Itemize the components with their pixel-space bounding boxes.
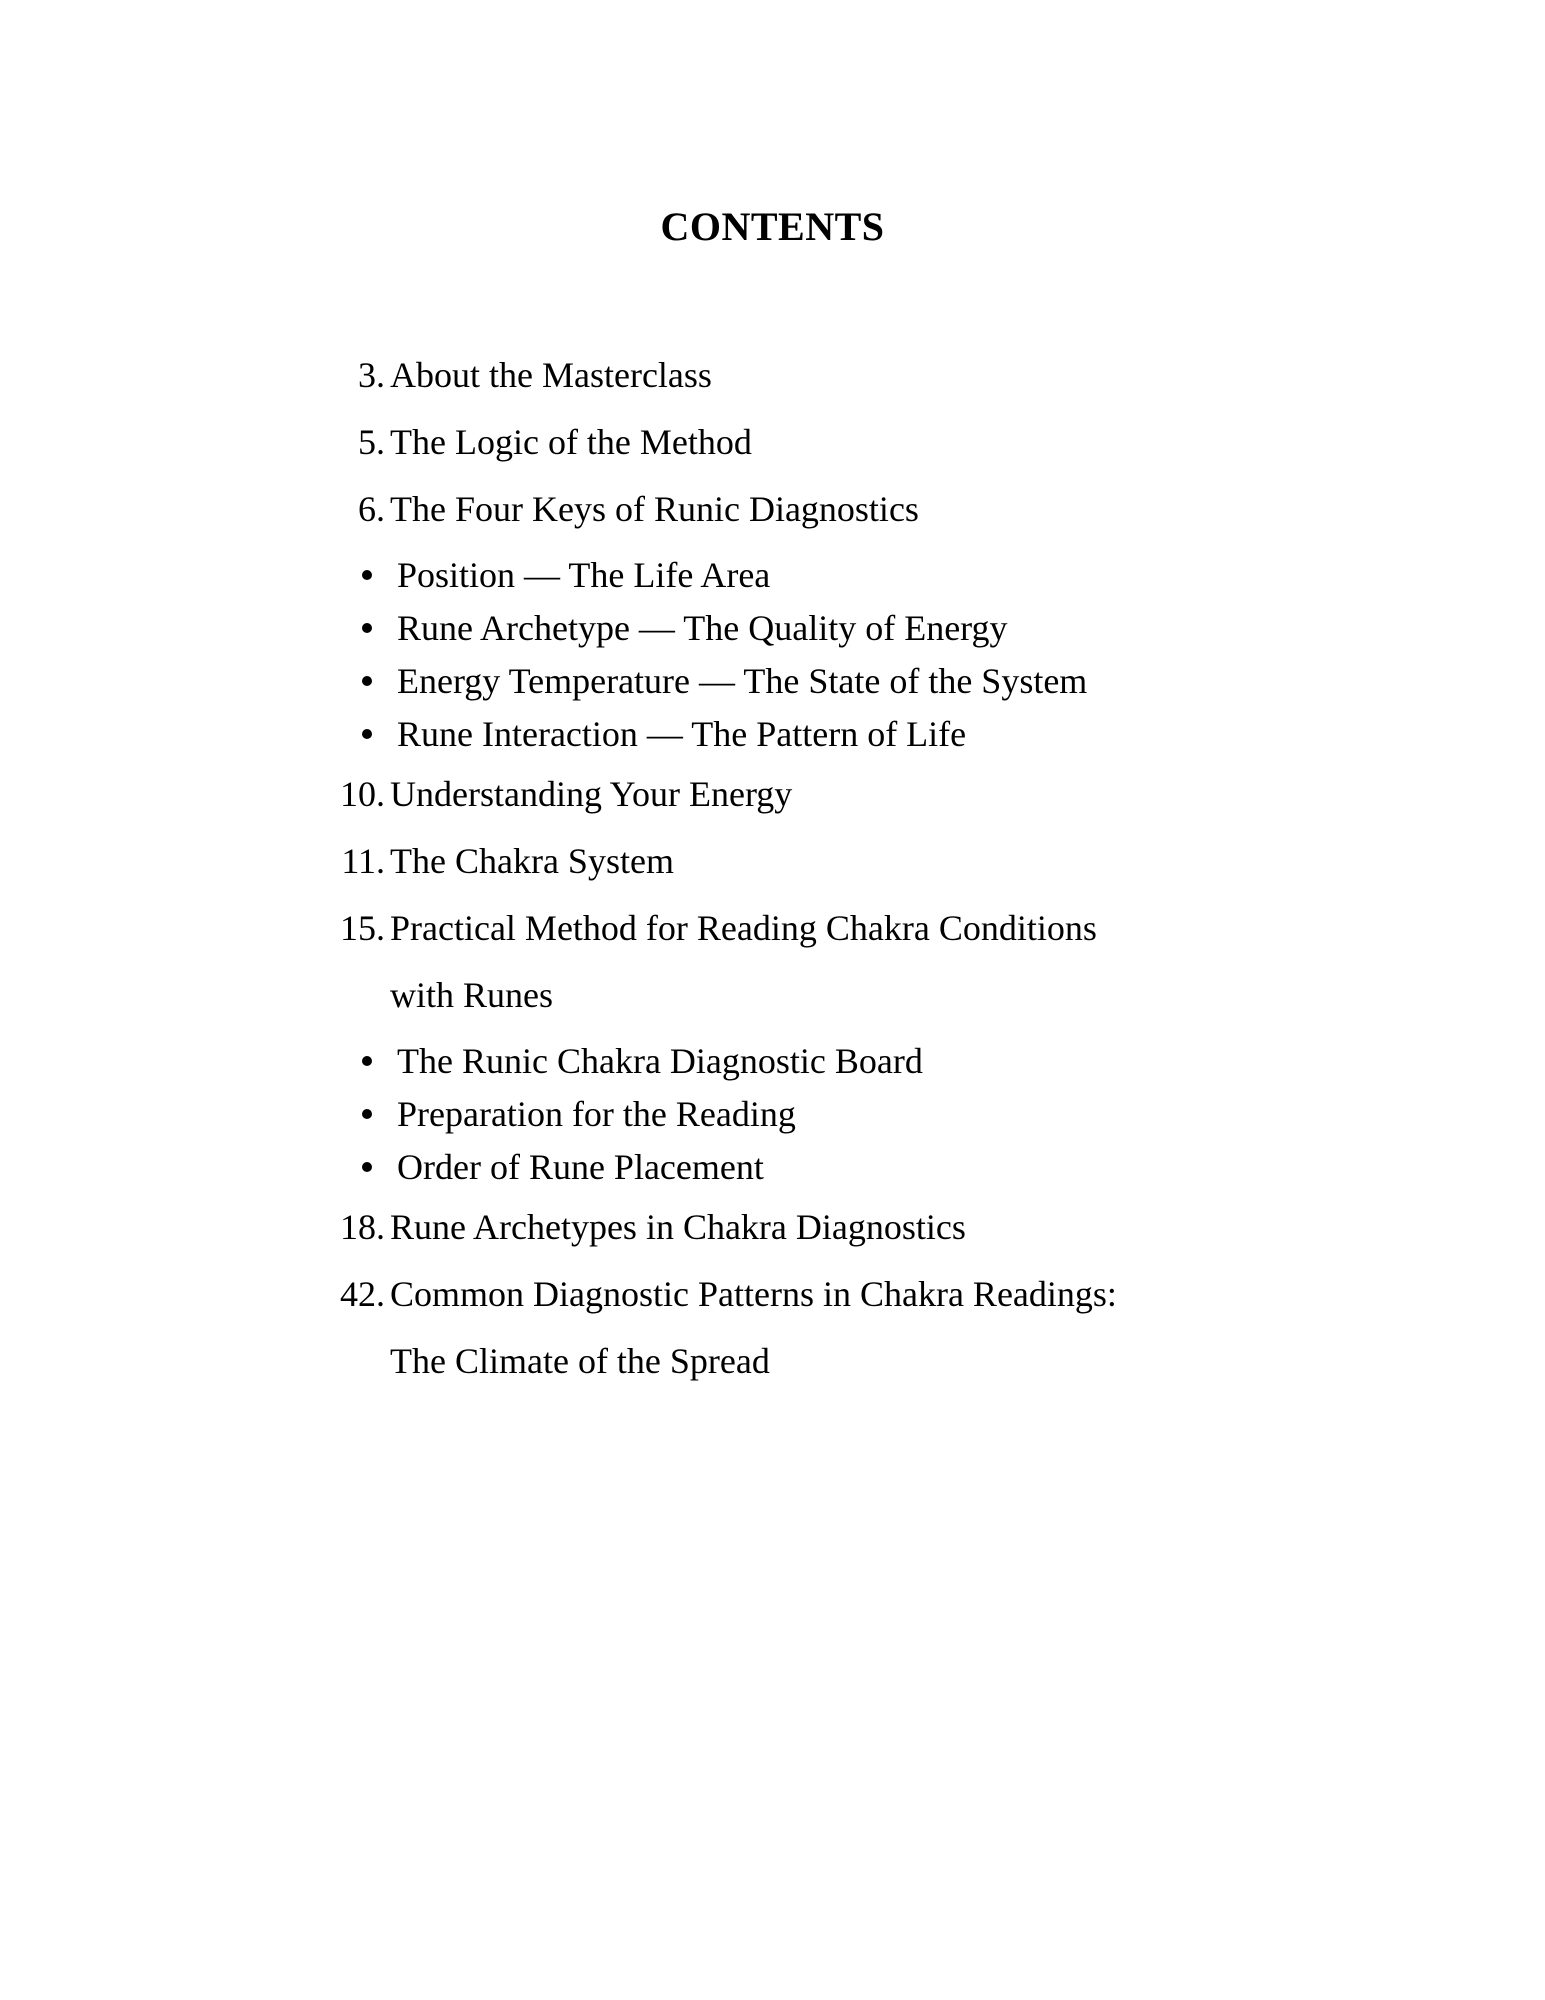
entry-number: 15. — [340, 908, 385, 948]
entry-text-line: Energy Temperature — The State of the System — [397, 661, 1088, 701]
bullet-icon — [362, 623, 372, 633]
entry-text-line: Common Diagnostic Patterns in Chakra Readings: — [390, 1274, 1117, 1314]
entry-text-line: Position — The Life Area — [397, 555, 771, 595]
entry-text-line: Rune Interaction — The Pattern of Life — [397, 714, 967, 754]
bullet-icon — [362, 1109, 372, 1119]
toc-entry — [0, 409, 1545, 476]
entry-text-line: The Runic Chakra Diagnostic Board — [397, 1041, 923, 1081]
bullet-icon — [362, 570, 372, 580]
entry-number: 5. — [358, 422, 385, 462]
entry-text-line: Rune Archetype — The Quality of Energy — [397, 608, 1008, 648]
entry-number: 3. — [358, 355, 385, 395]
bullet-icon — [362, 729, 372, 739]
bullet-icon — [362, 676, 372, 686]
toc-entry — [0, 761, 1545, 828]
toc-list — [0, 342, 1545, 1395]
entry-number: 42. — [340, 1274, 385, 1314]
entry-number: 18. — [340, 1207, 385, 1247]
entry-text-line: Preparation for the Reading — [397, 1094, 796, 1134]
entry-text-line: Understanding Your Energy — [390, 774, 793, 814]
toc-entry — [0, 828, 1545, 895]
toc-entry — [0, 895, 1545, 1029]
page-title: CONTENTS — [660, 204, 885, 249]
toc-entry — [0, 1088, 1545, 1141]
entry-text-line: About the Masterclass — [390, 355, 712, 395]
bullet-icon — [362, 1162, 372, 1172]
toc-entry — [0, 1141, 1545, 1194]
entry-text-line: with Runes — [390, 975, 554, 1015]
toc-entry — [0, 708, 1545, 761]
toc-entry — [0, 1035, 1545, 1088]
entry-text-line: The Four Keys of Runic Diagnostics — [390, 489, 919, 529]
toc-entry — [0, 476, 1545, 543]
toc-entry — [0, 549, 1545, 602]
entry-text-line: Order of Rune Placement — [397, 1147, 764, 1187]
entry-text-line: The Logic of the Method — [390, 422, 752, 462]
entry-number: 11. — [341, 841, 385, 881]
entry-text-line: The Chakra System — [390, 841, 674, 881]
toc-entry — [0, 655, 1545, 708]
toc-entry — [0, 602, 1545, 655]
entry-text-line: The Climate of the Spread — [390, 1341, 770, 1381]
bullet-icon — [362, 1056, 372, 1066]
toc-entry — [0, 342, 1545, 409]
entry-text-line: Practical Method for Reading Chakra Conditions — [390, 908, 1097, 948]
toc-entry — [0, 1194, 1545, 1261]
toc-entry — [0, 1261, 1545, 1395]
entry-number: 10. — [340, 774, 385, 814]
entry-number: 6. — [358, 489, 385, 529]
entry-text-line: Rune Archetypes in Chakra Diagnostics — [390, 1207, 966, 1247]
